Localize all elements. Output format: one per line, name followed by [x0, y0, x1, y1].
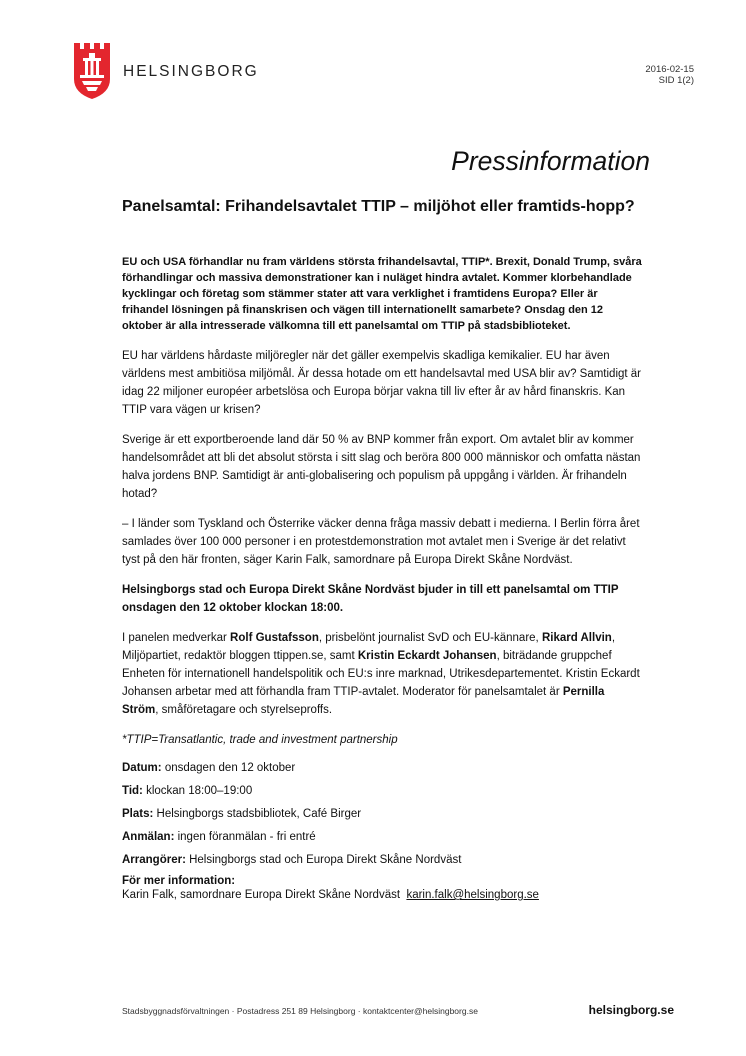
detail-value: Helsingborgs stad och Europa Direkt Skåne Nordväst [185, 854, 462, 866]
panel-text: , Miljöpartiet, redaktör bloggen ttippen.se, samt [122, 632, 616, 662]
panel-text: , biträdande gruppchef Enheten för internationell handelspolitik och EU:s inre marknad, Utrikesdepartementet. Kristin Eckardt Johansen arbetar med att förhandla fram TTIP-avtalet. Moderator för panelsamtalet är [122, 650, 640, 698]
detail-place [122, 805, 642, 823]
page-number: SID 1(2) [658, 75, 694, 86]
detail-label: Arrangörer: [122, 854, 186, 866]
panelist-name: Kristin Eckardt Johansen [357, 650, 497, 662]
detail-registration [122, 828, 642, 846]
quote-paragraph: – I länder som Tyskland och Österrike väcker denna fråga massiv debatt i medierna. I Berlin förra året samlades över 100 000 personer i en protestdemonstration mot avtalet men i Sverige är det relativt tyst på den här fronten, säger Karin Falk, samordnare på Europa Direkt Skåne Nordväst. [122, 518, 640, 566]
invitation-paragraph: Helsingborgs stad och Europa Direkt Skåne Nordväst bjuder in till ett panelsamtal om TTIP onsdagen den 12 oktober klockan 18:00. [122, 584, 619, 614]
detail-label: Anmälan: [122, 831, 175, 843]
helsingborg-crest-logo [72, 43, 112, 99]
detail-date [122, 759, 642, 777]
document-date: 2016-02-15 [645, 64, 694, 75]
detail-label: Plats: [122, 808, 154, 820]
ttip-footnote: *TTIP=Transatlantic, trade and investment partnership [122, 734, 398, 746]
body-paragraph: EU har världens hårdaste miljöregler när det gäller exempelvis skadliga kemikalier. EU har även världens mest ambitiösa miljömål. Är dessa hotade om ett handelsavtal med USA blir av? Samtidigt är idag 22 miljoner européer arbetslösa och Europa börjar vakna till liv efter år av hård finanskris. Kan TTIP vara vägen ur krisen? [122, 350, 642, 416]
moderator-name: Pernilla Ström [122, 686, 605, 716]
panel-text: , småföretagare och styrelseproffs. [155, 704, 333, 716]
contact-label: För mer information: [122, 875, 236, 887]
press-release-title: Panelsamtal: Frihandelsavtalet TTIP – miljöhot eller framtids-hopp? [122, 198, 635, 215]
panel-text: , prisbelönt journalist SvD och EU-kännare, [318, 632, 542, 644]
contact-line [122, 888, 642, 902]
detail-label: Datum: [122, 762, 162, 774]
detail-value: Helsingborgs stadsbibliotek, Café Birger [153, 808, 362, 820]
ingress-paragraph: EU och USA förhandlar nu fram världens största frihandelsavtal, TTIP*. Brexit, Donald Trump, svåra förhandlingar och massiva demonstrationer kan i nuläget hindra avtalet. Kommer klorbehandlade kycklingar och företag som stämmer stater att vara verklighet i framtidens Europa? Eller är frihandel lösningen på finanskrisen och vägen till internationellt samarbete? Onsdag den 12 oktober är alla intresserade välkomna till ett panelsamtal om TTIP på stadsbiblioteket. [122, 256, 642, 332]
panel-text: I panelen medverkar [122, 632, 231, 644]
document-type-heading: Pressinformation [451, 146, 650, 176]
contact-person: Karin Falk, samordnare Europa Direkt Skåne Nordväst [122, 889, 401, 901]
detail-organizers [122, 851, 642, 869]
detail-label: Tid: [122, 785, 143, 797]
panel-paragraph [122, 629, 642, 719]
press-release-body [122, 254, 642, 902]
detail-value: ingen föranmälan - fri entré [174, 831, 316, 843]
detail-time [122, 782, 642, 800]
footer-website: helsingborg.se [588, 1003, 674, 1017]
contact-block [122, 874, 642, 902]
document-meta [645, 64, 694, 86]
body-paragraph: Sverige är ett exportberoende land där 50 % av BNP kommer från export. Om avtalet blir av kommer handelsområdet att bli det absolut största i sitt slag och beröra 800 000 människor och omfatta nästan halva jordens BNP. Samtidigt är anti-globalisering och populism på uppgång i världen. Är frihandeln hotad? [122, 434, 641, 500]
panelist-name: Rolf Gustafsson [230, 632, 319, 644]
contact-email-link[interactable]: karin.falk@helsingborg.se [406, 889, 539, 901]
detail-value: klockan 18:00–19:00 [142, 785, 253, 797]
footer-address: Stadsbyggnadsförvaltningen · Postadress 251 89 Helsingborg · kontaktcenter@helsingborg.se [122, 1006, 478, 1016]
logo-wordmark: HELSINGBORG [123, 63, 259, 80]
panelist-name: Rikard Allvin [541, 632, 612, 644]
detail-value: onsdagen den 12 oktober [161, 762, 296, 774]
